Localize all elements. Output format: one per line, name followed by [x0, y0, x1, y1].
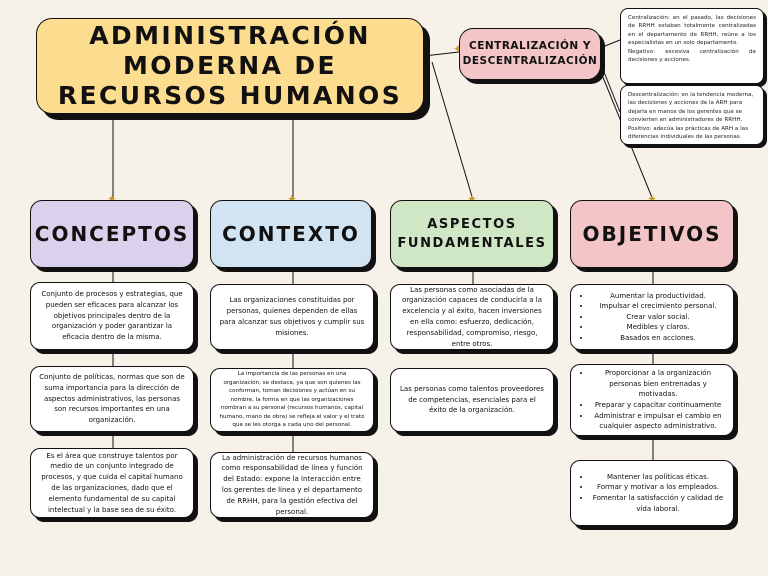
aspect-text: Las personas como talentos proveedores de competencias, esenciales para el éxito de la organización.: [400, 384, 544, 415]
header-aspectos: [390, 200, 554, 268]
decentralization-note: [620, 85, 764, 145]
aspect-card: [390, 368, 554, 432]
list-item: • Basados en acciones.: [591, 333, 725, 344]
list-item: • Formar y motivar a los empleados.: [591, 482, 725, 493]
context-text: La importancia de las personas en una organización, se destaca, ya que son quienes las conforman, toman decisiones y actúan en su nombre, la forma en que las organizaciones nombran a su personal (recursos humanos, capital humano, mano de obra) se refleja el valor y el trato que se les otorga a cada uno del personal.: [219, 370, 365, 429]
concept-card: [30, 282, 194, 350]
context-text: Las organizaciones constituidas por personas, quienes dependen de ellas para alcanzar sus objetivos y cumplir sus misiones.: [219, 296, 365, 337]
header-objetivos-label: OBJETIVOS: [582, 222, 722, 246]
header-contexto-label: CONTEXTO: [222, 222, 360, 246]
header-aspectos-label: ASPECTOS FUNDAMENTALES: [397, 217, 547, 251]
aspect-card: [390, 284, 554, 350]
context-card: [210, 452, 374, 518]
main-title: ADMINISTRACIÓN MODERNA DE RECURSOS HUMANOS: [57, 21, 403, 110]
centralization-topic: [459, 28, 601, 80]
list-item: • Proporcionar a la organización personas bien entrenadas y motivadas.: [591, 368, 725, 400]
list-item: • Medibles y claros.: [591, 322, 725, 333]
list-item: • Impulsar el crecimiento personal.: [591, 301, 725, 312]
concept-card: [30, 448, 194, 518]
decentralization-positive: Positivo: adecúa las prácticas de ARH a las diferencias individuales de las personas.: [628, 125, 748, 141]
centralization-text: Centralización: en el pasado, las decisiones de RRHH estaban totalmente centralizadas en el departamento de RRHH, reúne a los especialistas en un solo departamento.: [628, 15, 756, 47]
objectives-card: [570, 460, 734, 526]
centralization-topic-label: CENTRALIZACIÓN Y DESCENTRALIZACIÓN: [462, 40, 598, 67]
header-objetivos: [570, 200, 734, 268]
concept-card: [30, 366, 194, 432]
list-item: • Aumentar la productividad.: [591, 291, 725, 302]
objectives-list: [579, 472, 725, 514]
objectives-card: [570, 284, 734, 350]
list-item: • Fomentar la satisfacción y calidad de vida laboral.: [591, 493, 725, 514]
main-title-box: [36, 18, 424, 114]
centralization-negative: Negativo: excesiva centralización de decisiones y acciones.: [628, 48, 756, 64]
header-conceptos: [30, 200, 194, 268]
objectives-list: [579, 368, 725, 432]
centralization-note: [620, 8, 764, 84]
list-item: • Mantener las políticas éticas.: [591, 472, 725, 483]
list-item: • Crear valor social.: [591, 312, 725, 323]
list-item: • Administrar e impulsar el cambio en cualquier aspecto administrativo.: [591, 411, 725, 432]
decentralization-text: Descentralización: en la tendencia moderna, las decisiones y acciones de la ARH para dejarla en manos de los gerentes que se convierten en administradores de RRHH.: [628, 92, 754, 124]
context-card: [210, 368, 374, 432]
concept-text: Conjunto de políticas, normas que son de suma importancia para la dirección de aspectos administrativos, las personas son recursos importantes en una organización.: [39, 373, 185, 425]
objectives-card: [570, 364, 734, 436]
context-card: [210, 284, 374, 350]
header-conceptos-label: CONCEPTOS: [34, 222, 190, 246]
header-contexto: [210, 200, 372, 268]
list-item: • Preparar y capacitar continuamente: [591, 400, 725, 411]
objectives-list: [579, 291, 725, 344]
concept-text: Es el área que construye talentos por medio de un conjunto integrado de procesos, y que cuida el capital humano de las organizaciones, dado que el elemento fundamental de su capital intelectual y la base sea de su éxito.: [41, 451, 183, 514]
aspect-text: Las personas como asociadas de la organización capaces de conducirla a la excelencia y al éxito, hacen inversiones en ella como: esfuerzo, dedicación, responsabilidad, compromiso, riesgo, entre otros.: [401, 285, 543, 348]
concept-text: Conjunto de procesos y estrategias, que pueden ser eficaces para alcanzar los objetivos principales dentro de la organización y poder garantizar la eficacia dentro de la misma.: [41, 290, 183, 342]
context-text: La administración de recursos humanos como responsabilidad de línea y función del Estado: expone la interacción entre los gerentes de línea y el departamento de RRHH, para la gestión efectiva del personal.: [221, 453, 363, 516]
